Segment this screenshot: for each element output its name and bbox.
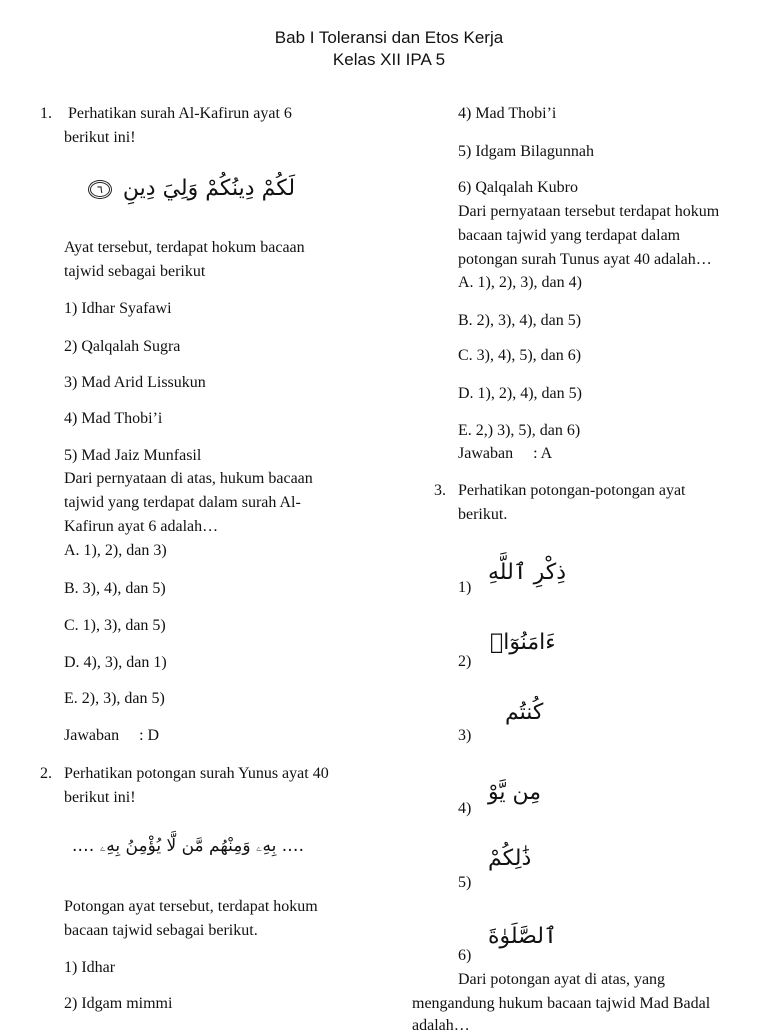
q1-option: B. 3), 4), dan 5) xyxy=(64,580,166,597)
q3-text: berikut. xyxy=(458,506,508,523)
q3-item-number: 4) xyxy=(458,800,472,817)
q2-number: 2. xyxy=(40,765,52,782)
doc-subtitle: Kelas XII IPA 5 xyxy=(332,50,446,69)
q2-text: berikut ini! xyxy=(64,789,136,806)
q2-answer: Jawaban : A xyxy=(458,445,553,462)
q2-question: Dari pernyataan tersebut terdapat hokum xyxy=(458,203,720,220)
q2-intro: bacaan tajwid sebagai berikut. xyxy=(64,922,258,939)
q1-option: D. 4), 3), dan 1) xyxy=(64,654,167,671)
q1-question: Kafirun ayat 6 adalah… xyxy=(64,518,219,535)
q2-item: 6) Qalqalah Kubro xyxy=(458,179,578,196)
q2-option: D. 1), 2), 4), dan 5) xyxy=(458,385,582,402)
q1-question: tajwid yang terdapat dalam surah Al- xyxy=(64,494,301,511)
q1-question: Dari pernyataan di atas, hukum bacaan xyxy=(64,470,313,487)
q2-item: 2) Idgam mimmi xyxy=(64,995,173,1012)
q3-question: mengandung hukum bacaan tajwid Mad Badal xyxy=(412,995,711,1012)
q1-item: 5) Mad Jaiz Munfasil xyxy=(64,447,202,464)
q3-item-arabic: ذِكْرِ ٱللَّهِ xyxy=(488,560,567,585)
q2-text: Perhatikan potongan surah Yunus ayat 40 xyxy=(64,765,329,782)
q2-option: A. 1), 2), 3), dan 4) xyxy=(458,274,582,291)
q2-item: 4) Mad Thobi’i xyxy=(458,105,557,122)
q2-option: B. 2), 3), 4), dan 5) xyxy=(458,312,582,329)
q1-intro: Ayat tersebut, terdapat hokum bacaan xyxy=(64,239,305,256)
q2-item: 5) Idgam Bilagunnah xyxy=(458,143,594,160)
q1-text: berikut ini! xyxy=(64,129,136,146)
q3-item-arabic: مِن يَّوْ xyxy=(488,780,542,805)
ayah-number-icon: ٦ xyxy=(88,180,112,199)
doc-title: Bab I Toleransi dan Etos Kerja xyxy=(274,28,504,47)
q3-item-number: 6) xyxy=(458,947,472,964)
q1-arabic xyxy=(88,176,295,201)
q3-item-arabic: ذَٰلِكُمْ xyxy=(488,846,532,871)
q2-item: 1) Idhar xyxy=(64,959,116,976)
q1-intro: tajwid sebagai berikut xyxy=(64,263,206,280)
q3-number: 3. xyxy=(434,482,446,499)
q2-option: C. 3), 4), 5), dan 6) xyxy=(458,347,582,364)
q1-text: Perhatikan surah Al-Kafirun ayat 6 xyxy=(68,105,292,122)
q3-item-number: 2) xyxy=(458,653,472,670)
q2-question: potongan surah Tunus ayat 40 adalah… xyxy=(458,251,712,268)
q1-option: A. 1), 2), dan 3) xyxy=(64,542,167,559)
q2-option: E. 2,) 3), 5), dan 6) xyxy=(458,422,581,439)
q1-item: 4) Mad Thobi’i xyxy=(64,410,163,427)
q3-item-number: 3) xyxy=(458,727,472,744)
q1-item: 1) Idhar Syafawi xyxy=(64,300,172,317)
q3-question: adalah… xyxy=(412,1017,470,1034)
q1-number: 1. xyxy=(40,105,52,122)
q1-answer: Jawaban : D xyxy=(64,727,160,744)
q3-item-number: 1) xyxy=(458,579,472,596)
q2-intro: Potongan ayat tersebut, terdapat hokum xyxy=(64,898,318,915)
q3-item-arabic: ءَامَنُوٓا۟ xyxy=(490,630,556,655)
q1-option: C. 1), 3), dan 5) xyxy=(64,617,166,634)
q1-option: E. 2), 3), dan 5) xyxy=(64,690,165,707)
q3-item-arabic: كُنتُم xyxy=(505,700,544,725)
q2-arabic: …. بِهِۦ وَمِنْهُم مَّن لَّا يُؤْمِنُ بِهِۦ …. xyxy=(72,836,305,856)
q1-item: 2) Qalqalah Sugra xyxy=(64,338,181,355)
q3-text: Perhatikan potongan-potongan ayat xyxy=(458,482,686,499)
arabic-verse: لَكُمْ دِينُكُمْ وَلِيَ دِينِ xyxy=(122,176,296,201)
q3-item-number: 5) xyxy=(458,874,472,891)
q3-item-arabic: ٱلصَّلَوٰةَ xyxy=(488,924,557,949)
q1-item: 3) Mad Arid Lissukun xyxy=(64,374,206,391)
q2-question: bacaan tajwid yang terdapat dalam xyxy=(458,227,681,244)
q3-question: Dari potongan ayat di atas, yang xyxy=(458,971,666,988)
